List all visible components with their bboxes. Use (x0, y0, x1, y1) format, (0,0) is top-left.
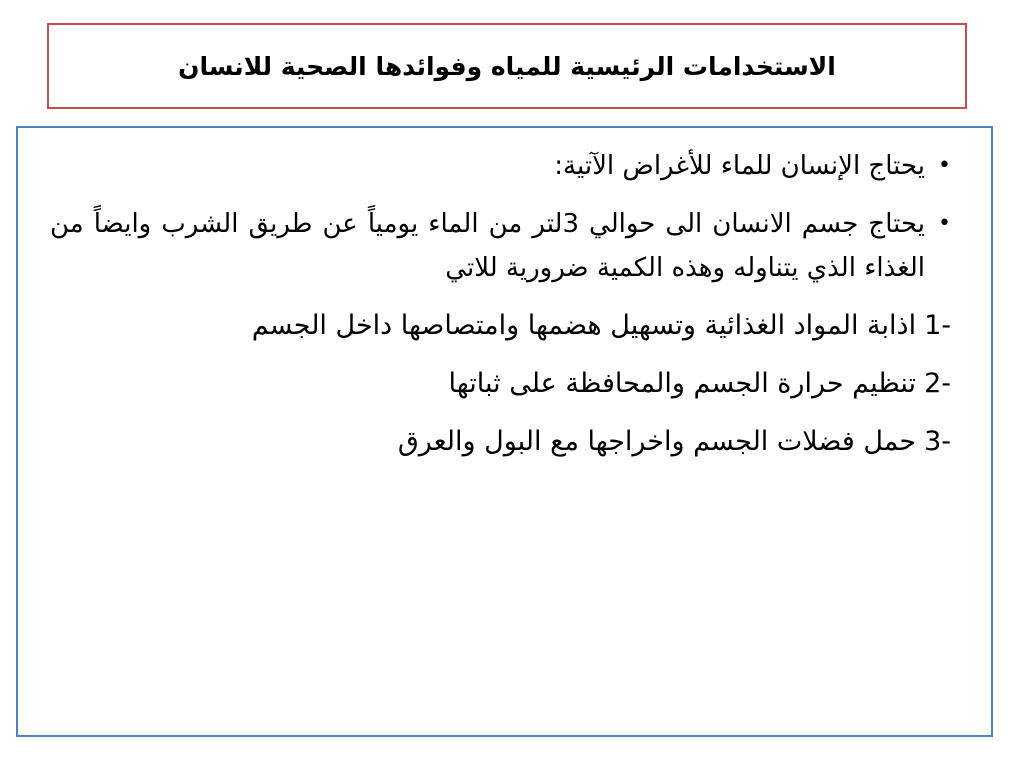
slide-title-box (47, 23, 967, 109)
slide-title: الاستخدامات الرئيسية للمياه وفوائدها الصحية للانسان (178, 51, 836, 81)
item-number: 3- (924, 426, 951, 457)
bullet-item (50, 202, 951, 290)
bullet-text: يحتاج جسم الانسان الى حوالي 3لتر من الماء يومياً عن طريق الشرب وايضاً من الغذاء الذي يتناوله وهذه الكمية ضرورية للاتي (50, 209, 925, 283)
bullet-icon: • (938, 211, 951, 236)
item-text: حمل فضلات الجسم واخراجها مع البول والعرق (397, 426, 917, 457)
bullet-list (50, 144, 951, 290)
item-number: 2- (924, 368, 951, 399)
item-text: اذابة المواد الغذائية وتسهيل هضمها وامتصاصها داخل الجسم (251, 310, 917, 341)
item-text: تنظيم حرارة الجسم والمحافظة على ثباتها (448, 368, 917, 399)
bullet-icon: • (938, 153, 951, 178)
numbered-item (50, 362, 951, 406)
item-number: 1- (924, 310, 951, 341)
numbered-item (50, 420, 951, 464)
numbered-list (50, 304, 951, 464)
bullet-text: يحتاج الإنسان للماء للأغراض الآتية: (554, 151, 925, 181)
numbered-item (50, 304, 951, 348)
slide-content-box (16, 126, 993, 737)
bullet-item (50, 144, 951, 188)
